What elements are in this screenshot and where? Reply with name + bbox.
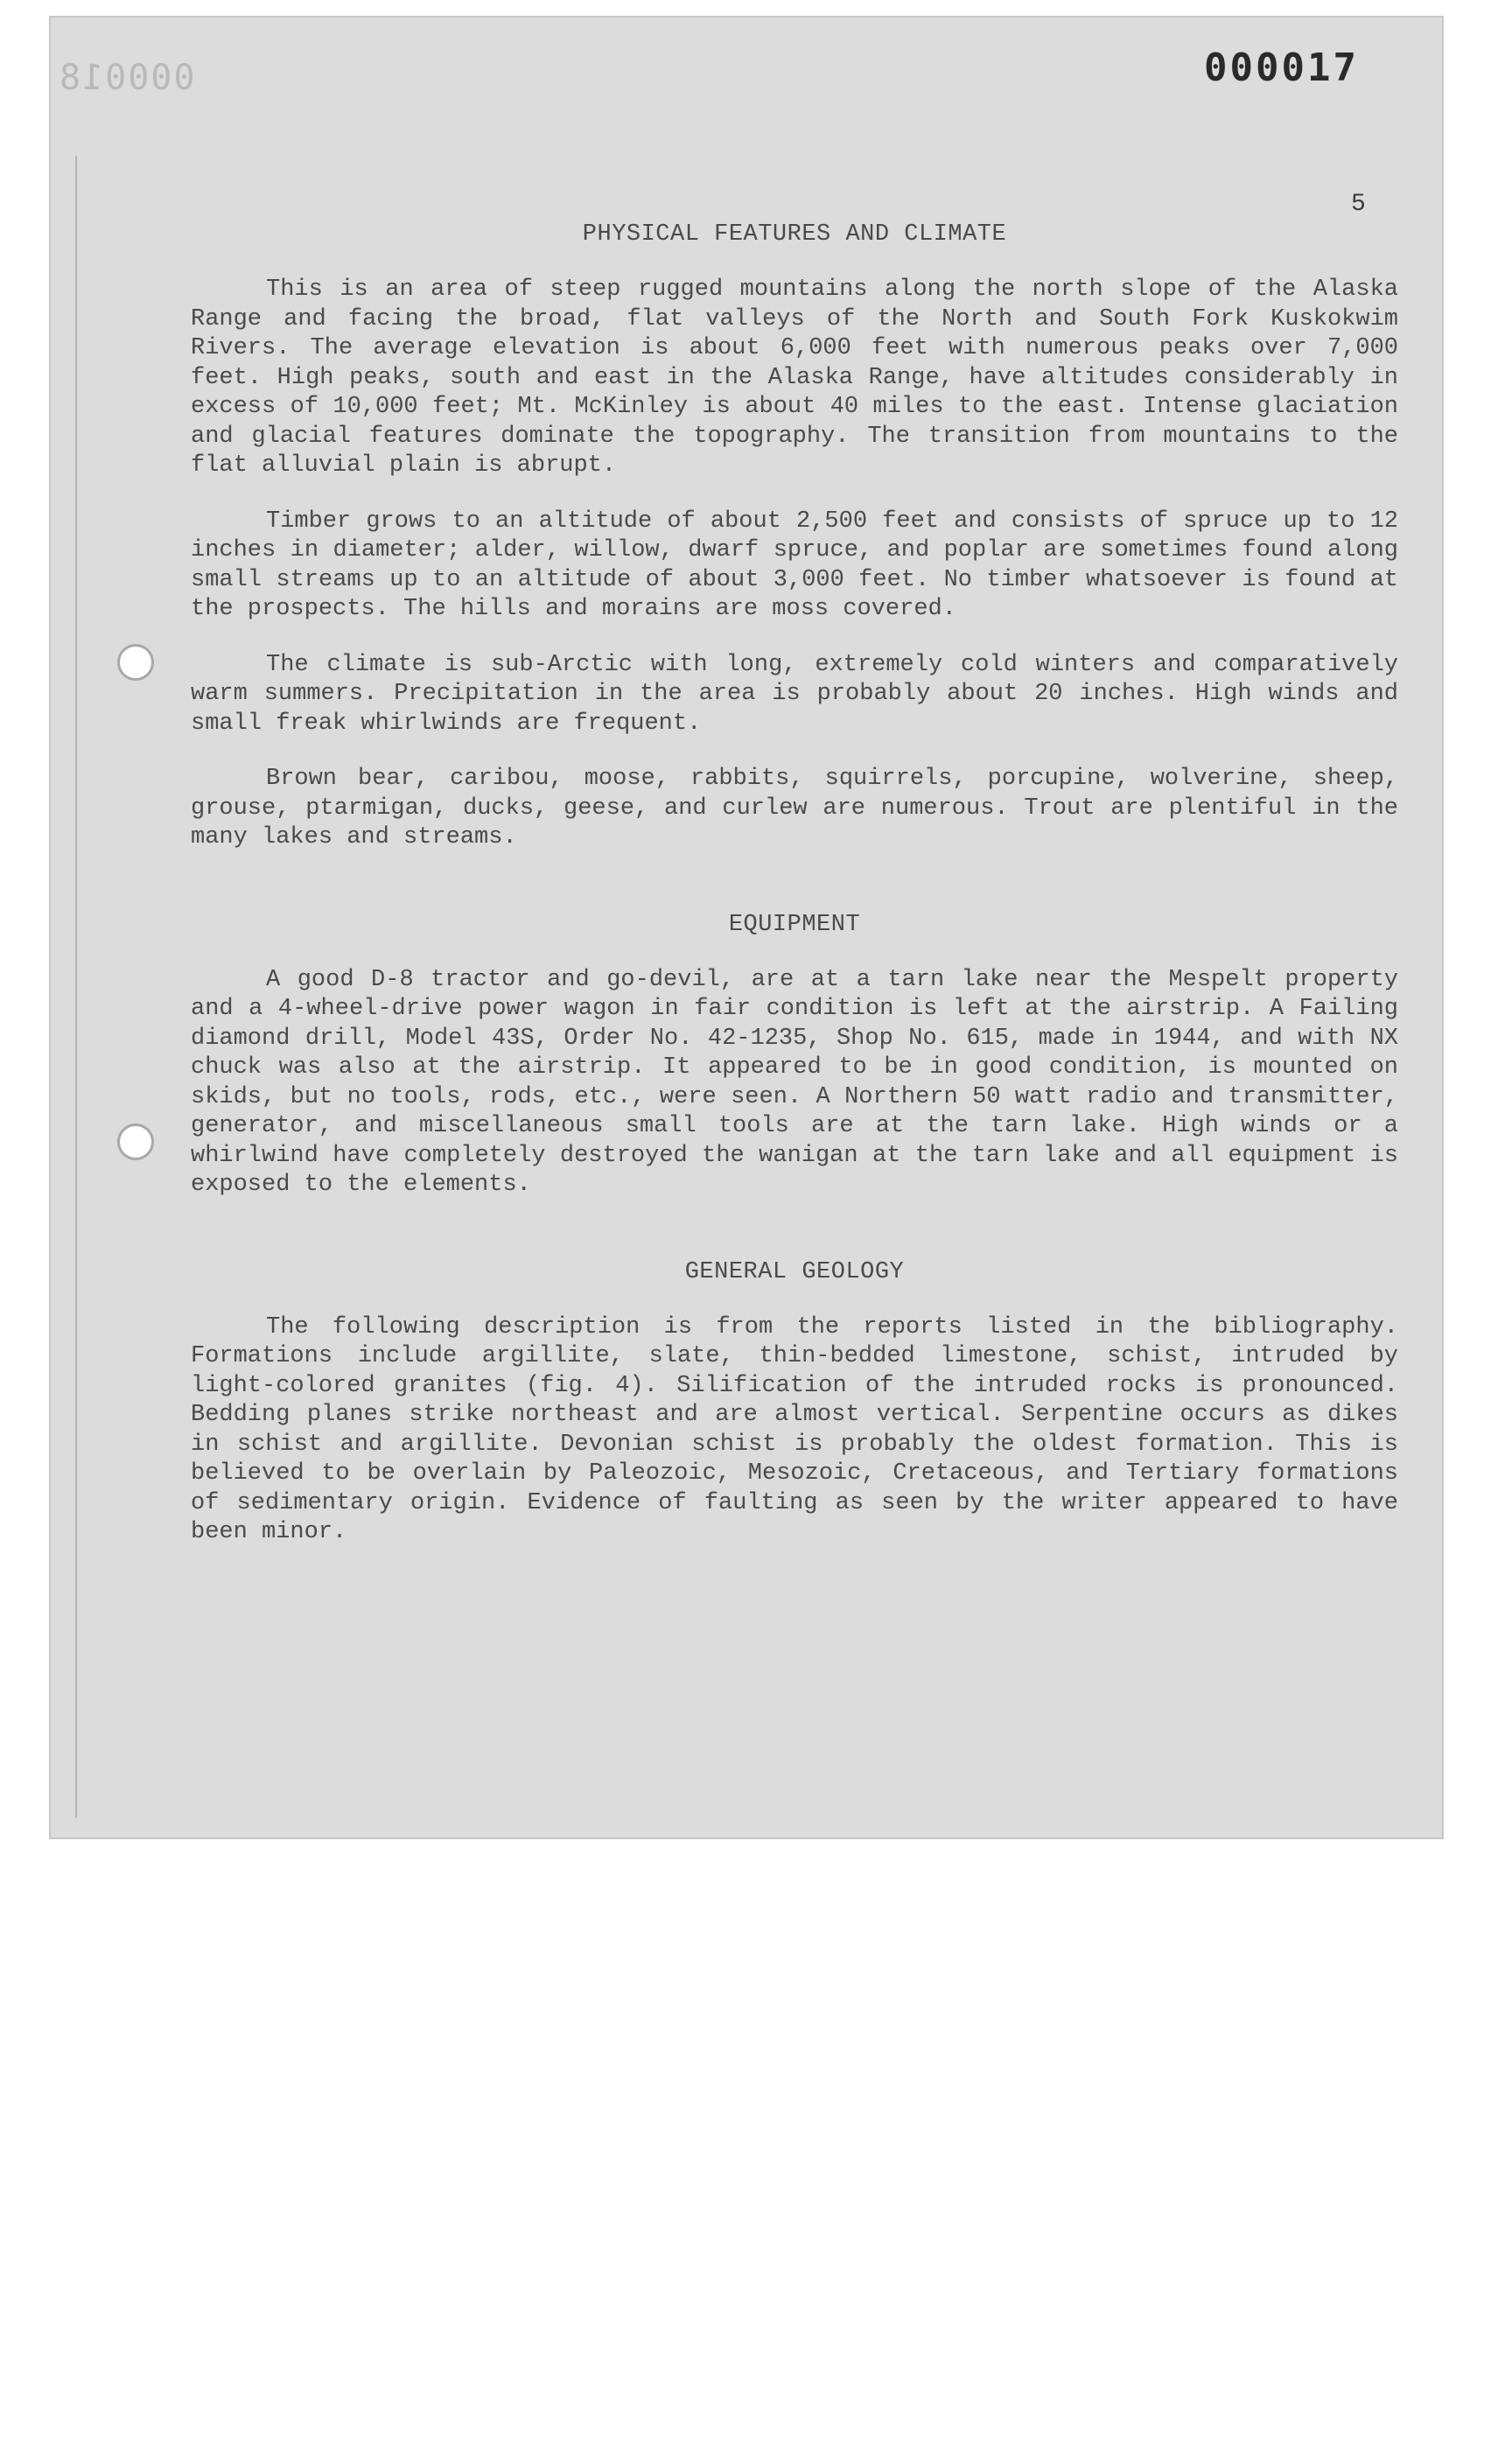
section-heading-general-geology: GENERAL GEOLOGY — [684, 1258, 905, 1285]
page-number: 5 — [1351, 191, 1366, 218]
paragraph-physical-3: The climate is sub-Arctic with long, extremely cold winters and comparatively warm summers. Precipitation in the area is probably about 20 inches. High winds and small freak whirlwinds are frequent. — [191, 651, 1398, 737]
paragraph-physical-4: Brown bear, caribou, moose, rabbits, squirrels, porcupine, wolverine, sheep, grouse, ptarmigan, ducks, geese, and curlew are numerous. Trout are plentiful in the many lakes and streams. — [191, 766, 1398, 850]
binder-hole-top — [117, 644, 154, 681]
page-fold-line — [75, 156, 77, 1818]
section-heading-physical-features: PHYSICAL FEATURES AND CLIMATE — [582, 221, 1007, 248]
paragraph-physical-2: Timber grows to an altitude of about 2,500 feet and consists of spruce up to 12 inches in diameter; alder, willow, dwarf spruce, and poplar are sometimes found along small streams up to an altitude of about 3,000 feet. No timber whatsoever is found at the prospects. The hills and morains are moss covered. — [191, 508, 1398, 622]
bleed-through-page-number: 000018 — [58, 58, 195, 98]
paragraph-equipment-1: A good D-8 tractor and go-devil, are at a tarn lake near the Mespelt property and a 4-wheel-drive power wagon in fair condition is left at the airstrip. A Failing diamond drill, Model 43S, Order No. 42-1235, Shop No. 615, made in 1944, and with NX chuck was also at the airstrip. It appeared to be in good condition, is mounted on skids, but no tools, rods, etc., were seen. A Northern 50 watt radio and transmitter, generator, and miscellaneous small tools are at the tarn lake. High winds or a whirlwind have completely destroyed the wanigan at the tarn lake and all equipment is exposed to the elements. — [191, 966, 1398, 1198]
document-body — [191, 220, 1398, 1548]
binder-hole-bottom — [117, 1124, 154, 1160]
paragraph-physical-1: This is an area of steep rugged mountains along the north slope of the Alaska Range and facing the broad, flat valleys of the North and South Fork Kuskokwim Rivers. The average elevation is about 6,000 feet with numerous peaks over 7,000 feet. High peaks, south and east in the Alaska Range, have altitudes considerably in excess of 10,000 feet; Mt. McKinley is about 40 miles to the east. Intense glaciation and glacial features dominate the topography. The transition from mountains to the flat alluvial plain is abrupt. — [191, 276, 1398, 479]
paragraph-geology-1: The following description is from the reports listed in the bibliography. Formations include argillite, slate, thin-bedded limestone, schist, intruded by light-colored granites (fig. 4). Silification of the intruded rocks is pronounced. Bedding planes strike northeast and are almost vertical. Serpentine occurs as dikes in schist and argillite. Devonian schist is probably the oldest formation. This is believed to be overlain by Paleozoic, Mesozoic, Cretaceous, and Tertiary formations of sedimentary origin. Evidence of faulting as seen by the writer appeared to have been minor. — [191, 1313, 1398, 1545]
document-stamp-number: 000017 — [1204, 46, 1359, 90]
section-heading-equipment: EQUIPMENT — [728, 911, 861, 938]
